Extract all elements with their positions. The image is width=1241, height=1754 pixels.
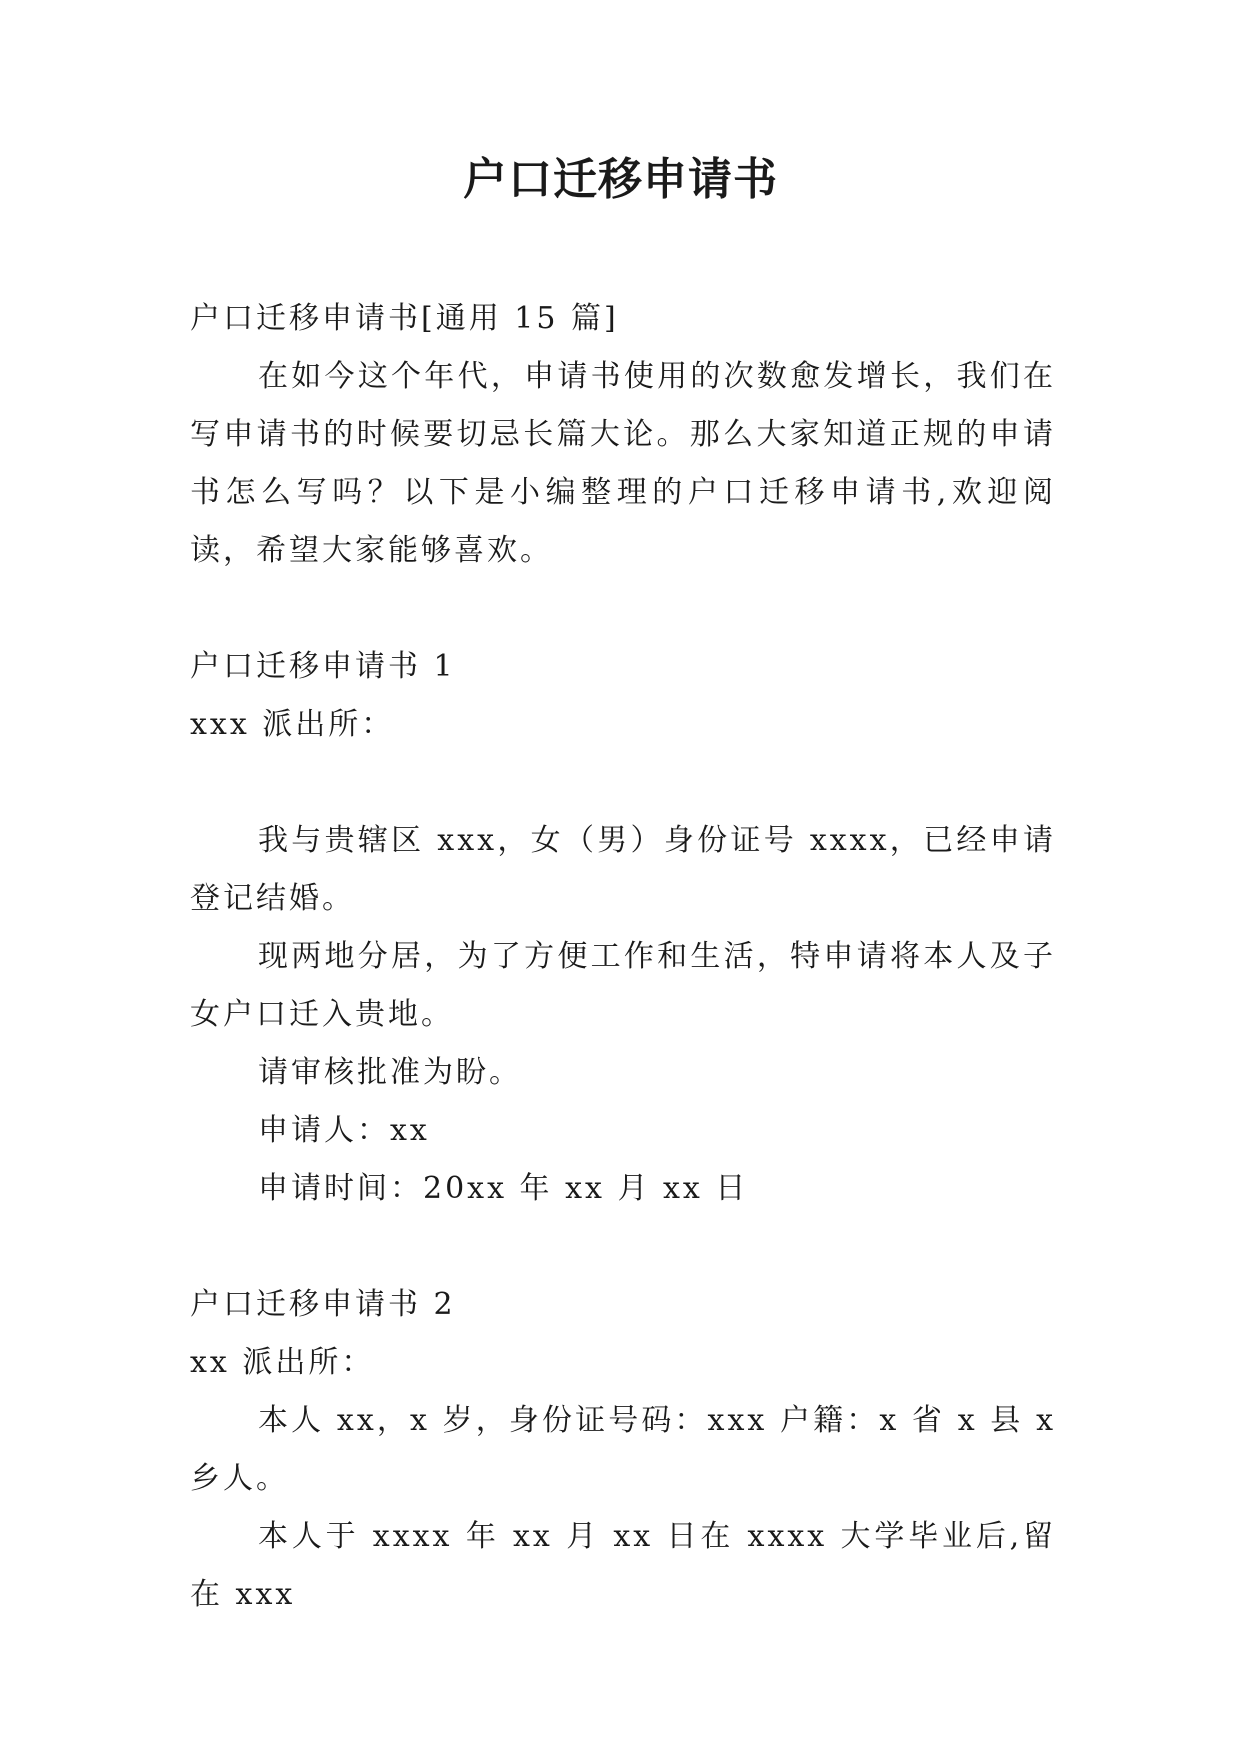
body-paragraph: 请审核批准为盼。 (258, 1055, 522, 1090)
addressee-2: xx 派出所： (190, 1345, 375, 1380)
addressee-1: xxx 派出所： (190, 707, 395, 742)
body-paragraph: 我与贵辖区 xxx，女（男）身份证号 xxxx，已经申请登记结婚。 (190, 823, 1056, 916)
document-subtitle: 户口迁移申请书[通用 15 篇] (190, 301, 619, 336)
document-title: 户口迁移申请书 (463, 154, 778, 205)
section-heading-2: 户口迁移申请书 2 (190, 1287, 456, 1322)
date-line: 申请时间：20xx 年 xx 月 xx 日 (258, 1171, 749, 1206)
body-paragraph: 现两地分居，为了方便工作和生活，特申请将本人及子女户口迁入贵地。 (190, 939, 1056, 1032)
body-paragraph: 本人 xx，x 岁，身份证号码：xxx 户籍：x 省 x 县 x 乡人。 (190, 1403, 1056, 1496)
intro-paragraph: 在如今这个年代，申请书使用的次数愈发增长，我们在写申请书的时候要切忌长篇大论。那么大家知道正规的申请书怎么写吗？以下是小编整理的户口迁移申请书,欢迎阅读，希望大家能够喜欢。 (190, 359, 1056, 568)
applicant-line: 申请人：xx (258, 1113, 430, 1148)
body-paragraph: 本人于 xxxx 年 xx 月 xx 日在 xxxx 大学毕业后,留在 xxx (190, 1519, 1056, 1612)
section-heading-1: 户口迁移申请书 1 (190, 649, 456, 684)
document-body (190, 290, 1056, 1624)
